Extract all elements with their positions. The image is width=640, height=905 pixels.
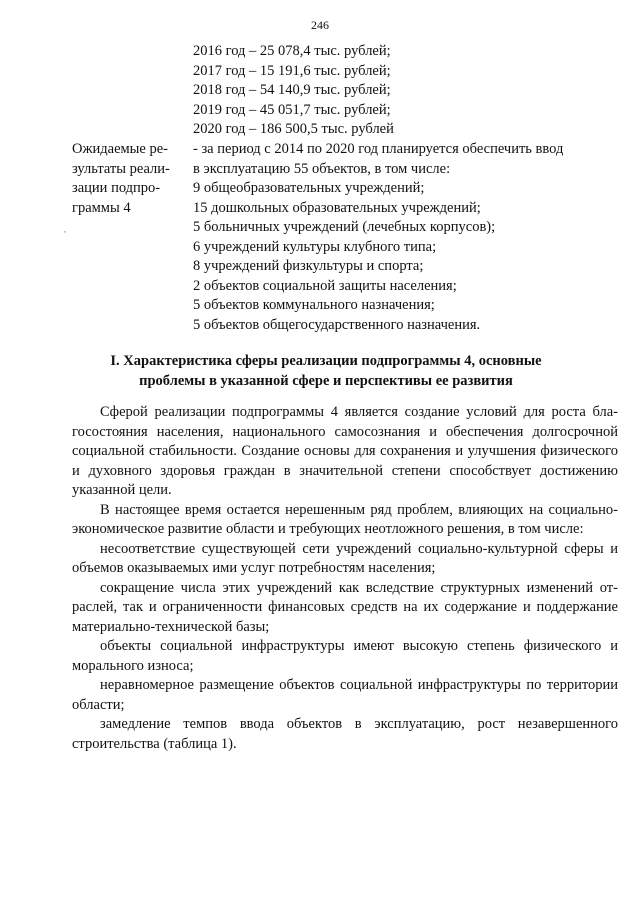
- label-line: Ожидаемые ре-: [72, 141, 168, 157]
- problem-item-mismatch: несоответствие существующей сети учреждений социально-культурной сферы и объемов оказываемых ими услуг потребностям населения;: [72, 540, 618, 576]
- budget-line-2016: 2016 год – 25 078,4 тыс. рублей;: [193, 43, 391, 59]
- results-item-general-schools: 9 общеобразовательных учреждений;: [193, 180, 425, 196]
- expected-results-content: [193, 140, 613, 335]
- results-item-sport: 8 учреждений физкультуры и спорта;: [193, 258, 424, 274]
- body-text: [72, 403, 618, 754]
- label-line: зации подпро-: [72, 180, 161, 196]
- paragraph-problems-intro: В настоящее время остается нерешенным ряд проблем, влияющих на социально-экономическое развитие области и требующих неотложного решения, в том числе:: [72, 501, 618, 537]
- budget-line-2019: 2019 год – 45 051,7 тыс. рублей;: [193, 101, 391, 118]
- scan-mark: ,: [64, 225, 66, 234]
- label-line: граммы 4: [72, 199, 131, 216]
- results-item-preschools: 15 дошкольных образовательных учреждений;: [193, 199, 481, 216]
- results-item-culture: 6 учреждений культуры клубного типа;: [193, 238, 437, 255]
- results-item-communal: 5 объектов коммунального назначения;: [193, 297, 435, 313]
- results-item-social-protection: 2 объектов социальной защиты населения;: [193, 277, 457, 294]
- expected-results-label: [72, 140, 170, 218]
- results-item-state: 5 объектов общегосударственного назначения.: [193, 316, 481, 333]
- budget-lines: [193, 42, 394, 140]
- results-item-hospitals: 5 больничных учреждений (лечебных корпусов);: [193, 219, 496, 235]
- results-intro-line: в эксплуатацию 55 объектов, в том числе:: [193, 160, 451, 177]
- problem-item-slowdown: замедление темпов ввода объектов в эксплуатацию, рост незавершенного строительства (таблица 1).: [72, 716, 618, 752]
- problem-item-wear: объекты социальной инфраструктуры имеют высокую степень физического и морального износа;: [72, 638, 618, 674]
- section-heading: I. Характеристика сферы реализации подпрограммы 4, основные проблемы в указанной сфере и перспективы ее развития: [110, 353, 542, 389]
- page-number: 246: [311, 18, 329, 32]
- paragraph-scope: Сферой реализации подпрограммы 4 является создание условий для роста благосостояния населения, национального самосознания и обеспечения долгосрочной социальной стабильности. Создание основы для сохранения и улучшения физического и духовного здоровья граждан в значительной степени способствует достижению указанной цели.: [72, 404, 618, 498]
- budget-line-2017: 2017 год – 15 191,6 тыс. рублей;: [193, 62, 391, 79]
- budget-line-2020: 2020 год – 186 500,5 тыс. рублей: [193, 121, 394, 137]
- budget-line-2018: 2018 год – 54 140,9 тыс. рублей;: [193, 82, 391, 98]
- problem-item-reduction: сокращение числа этих учреждений как вследствие структурных изменений отраслей, так и ограниченности финансовых средств на их содержание и поддержание материально-технической базы;: [72, 579, 618, 635]
- problem-item-uneven-placement: неравномерное размещение объектов социальной инфраструктуры по территории области;: [72, 677, 618, 713]
- label-line: зультаты реали-: [72, 160, 170, 177]
- results-intro-line: - за период с 2014 по 2020 год планируется обеспечить ввод: [193, 141, 564, 157]
